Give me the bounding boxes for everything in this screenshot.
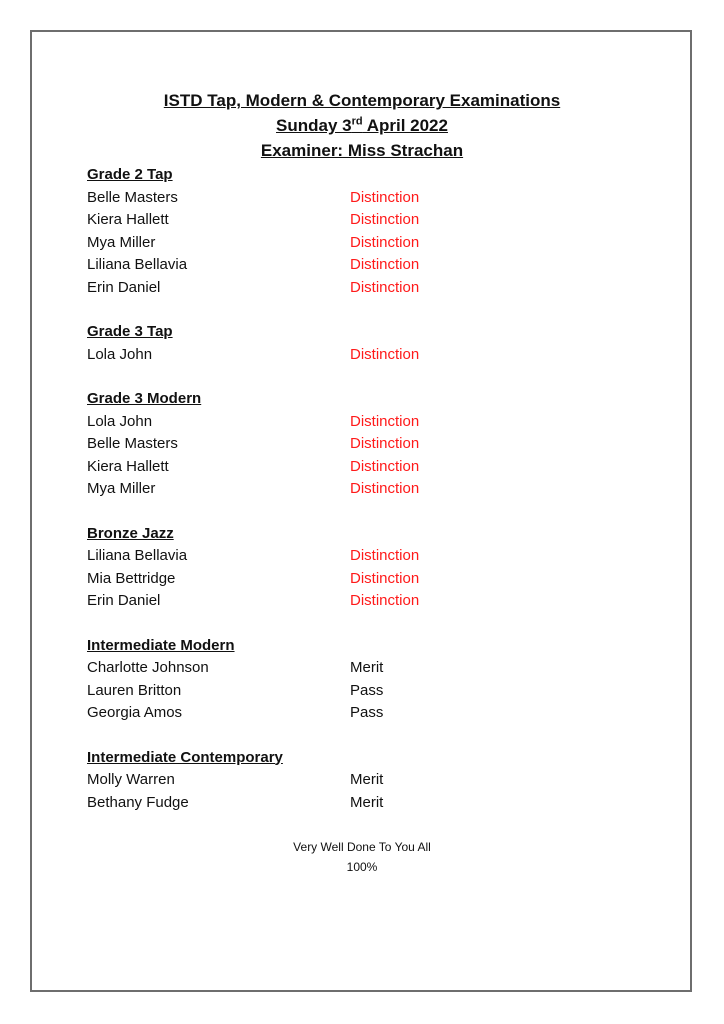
candidate-grade: Distinction [350,211,420,228]
candidate-name: Molly Warren [87,771,175,788]
candidate-grade: Distinction [350,188,420,206]
results-list [87,164,647,836]
section-heading: Grade 3 Modern [87,390,202,407]
candidate-name: Liliana Bellavia [87,547,188,564]
candidate-name: Charlotte Johnson [87,659,209,676]
section-heading: Intermediate Modern [87,636,235,654]
exam-date-ordinal: rd [351,115,363,128]
result-row [87,254,647,277]
candidate-name: Lauren Britton [87,681,182,699]
candidate-grade: Distinction [350,345,420,363]
candidate-name: Liliana Bellavia [87,256,188,273]
result-row [87,433,647,456]
candidate-grade: Distinction [350,547,420,564]
candidate-name: Lola John [87,412,153,430]
footer [0,837,724,877]
result-row [87,590,647,613]
result-row [87,456,647,479]
candidate-grade: Distinction [350,233,420,251]
section-heading: Bronze Jazz [87,524,174,542]
result-row [87,232,647,255]
candidate-grade: Pass [350,681,384,699]
candidate-grade: Distinction [350,412,420,430]
candidate-name: Mya Miller [87,233,156,251]
candidate-name: Belle Masters [87,435,178,452]
candidate-grade: Distinction [350,457,420,475]
footer-percentage: 100% [346,860,378,874]
candidate-grade: Distinction [350,569,420,587]
result-row [87,478,647,501]
result-row [87,657,647,680]
candidate-name: Bethany Fudge [87,793,189,811]
candidate-name: Mia Bettridge [87,569,176,587]
candidate-grade: Merit [350,771,384,788]
exam-section [87,164,647,299]
exam-section [87,523,647,613]
candidate-name: Georgia Amos [87,704,183,721]
exam-section [87,747,647,815]
candidate-name: Kiera Hallett [87,211,169,228]
document-title: ISTD Tap, Modern & Contemporary Examinations [163,91,561,110]
exam-section [87,321,647,366]
result-row [87,344,647,367]
result-row [87,792,647,815]
exam-date-prefix: Sunday 3 [276,116,352,135]
candidate-grade: Distinction [350,592,420,609]
candidate-grade: Merit [350,793,384,811]
document-header [0,88,724,163]
result-row [87,187,647,210]
candidate-name: Erin Daniel [87,278,161,296]
result-row [87,411,647,434]
exam-date-suffix: April 2022 [362,116,448,135]
exam-date [0,113,724,138]
result-row [87,277,647,300]
candidate-name: Lola John [87,345,153,363]
result-row [87,769,647,792]
candidate-name: Belle Masters [87,188,178,206]
candidate-grade: Distinction [350,435,420,452]
result-row [87,568,647,591]
candidate-grade: Distinction [350,256,420,273]
section-heading: Grade 2 Tap [87,166,173,183]
candidate-name: Kiera Hallett [87,457,169,475]
section-heading: Intermediate Contemporary [87,748,283,766]
candidate-grade: Merit [350,659,384,676]
examiner-name: Examiner: Miss Strachan [260,141,464,160]
footer-message: Very Well Done To You All [293,840,431,854]
result-row [87,680,647,703]
exam-section [87,388,647,501]
candidate-name: Erin Daniel [87,592,161,609]
result-row [87,545,647,568]
candidate-grade: Distinction [350,278,420,296]
candidate-grade: Distinction [350,480,420,497]
section-heading: Grade 3 Tap [87,323,173,340]
candidate-grade: Pass [350,704,384,721]
result-row [87,209,647,232]
exam-section [87,635,647,725]
candidate-name: Mya Miller [87,480,156,497]
result-row [87,702,647,725]
